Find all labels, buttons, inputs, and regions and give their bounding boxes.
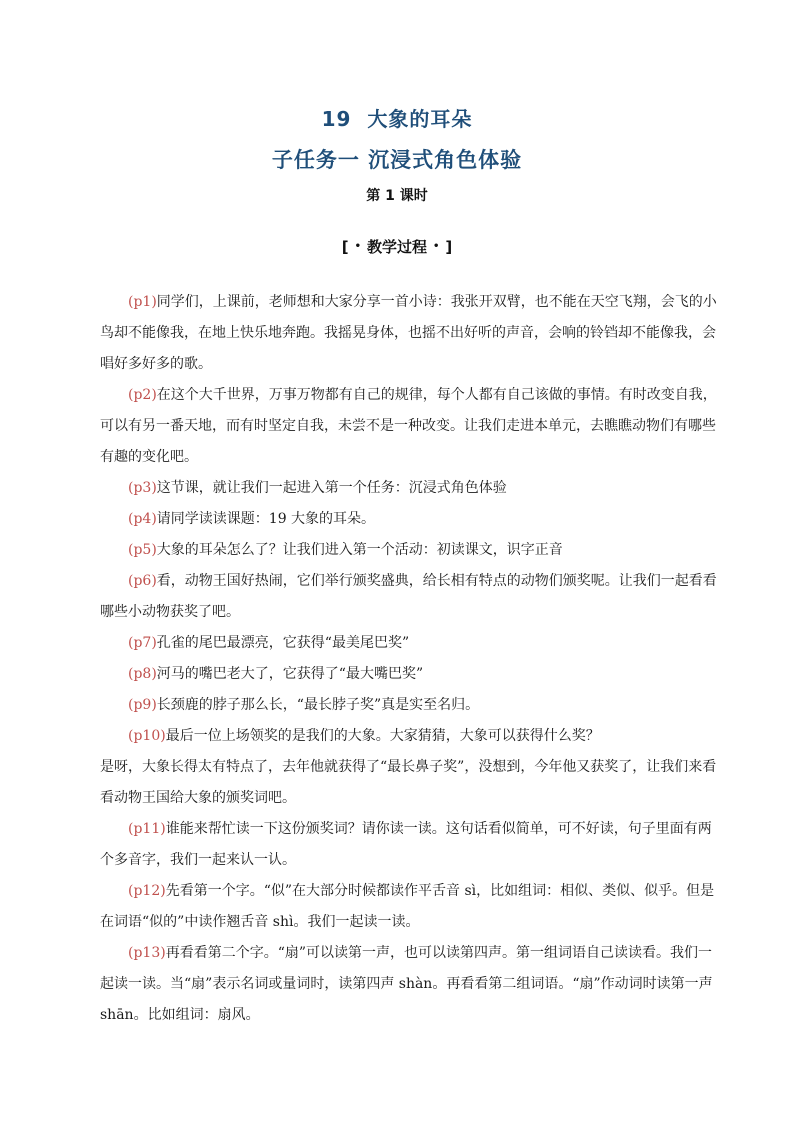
paragraph-p2 [100,380,722,473]
paragraph-tag: (p11) [128,821,166,837]
section-bracket-open: [ [341,238,349,256]
paragraph-tag: (p5) [128,542,157,558]
subtask-title: 子任务一 沉浸式角色体验 [271,148,523,172]
paragraph-text: 看，动物王国好热闹，它们举行颁奖盛典，给长相有特点的动物们颁奖呢。让我们一起看看哪些小动物获奖了吧。 [100,573,717,620]
paragraph-p5 [100,535,722,566]
paragraph-text: 长颈鹿的脖子那么长，“最长脖子奖”真是实至名归。 [156,697,480,713]
paragraph-p9 [100,690,722,721]
paragraph-p8 [100,659,722,690]
paragraph-text: 请同学读读课题：19 大象的耳朵。 [156,511,376,527]
paragraph-tag: (p8) [128,666,157,682]
paragraph-tag: (p3) [128,480,157,496]
paragraph-text: 最后一位上场领奖的是我们的大象。大家猜猜，大象可以获得什么奖？ [165,728,600,744]
paragraph-tag: (p6) [128,573,157,589]
section-bracket-close: ] [445,238,453,256]
paragraph-text: 河马的嘴巴老大了，它获得了“最大嘴巴奖” [156,666,424,682]
paragraph-text: 同学们，上课前，老师想和大家分享一首小诗：我张开双臂，也不能在天空飞翔，会飞的小鸟却不能像我，在地上快乐地奔跑。我摇晃身体，也摇不出好听的声音，会响的铃铛却不能像我，会唱好多好多的歌。 [100,294,717,372]
bullet-icon: • [433,241,440,252]
paragraph-text: 再看看第二个字。“扇”可以读第一声，也可以读第四声。第一组词语自己读读看。我们一起读一读。当“扇”表示名词或量词时，读第四声 shàn。再看看第二组词语。“扇”作动词时读第一声 shān。比如组词：扇风。 [100,945,713,1023]
paragraph-tag: (p10) [128,728,166,744]
paragraph-p13 [100,938,722,1031]
lesson-title-text: 大象的耳朵 [367,107,473,131]
paragraph-tag: (p7) [128,635,157,651]
paragraph-tag: (p2) [128,387,157,403]
bullet-icon: • [354,241,361,252]
paragraph-text: 在这个大千世界，万事万物都有自己的规律，每个人都有自己该做的事情。有时改变自我，可以有另一番天地，而有时坚定自我，未尝不是一种改变。让我们走进本单元，去瞧瞧动物们有哪些有趣的变化吧。 [100,387,717,465]
paragraph-tag: (p1) [128,294,157,310]
paragraph-tag: (p4) [128,511,157,527]
section-heading [0,236,794,257]
section-label: 教学过程 [366,238,427,256]
paragraph-p1 [100,287,722,380]
paragraph-text: 大象的耳朵怎么了？让我们进入第一个活动：初读课文，识字正音 [156,542,563,558]
paragraph-p7 [100,628,722,659]
paragraph-text: 这节课，就让我们一起进入第一个任务：沉浸式角色体验 [156,480,507,496]
paragraph-text: 是呀，大象长得太有特点了，去年他就获得了“最长鼻子奖”，没想到，今年他又获奖了，让我们来看看动物王国给大象的颁奖词吧。 [100,759,717,806]
lesson-title [0,103,794,132]
paragraph-p4 [100,504,722,535]
paragraph-p6 [100,566,722,628]
paragraph-tag: (p13) [128,945,166,961]
teaching-process-body [100,287,722,1031]
class-period: 第 1 课时 [366,188,428,204]
paragraph-tag: (p12) [128,883,166,899]
paragraph-p11 [100,814,722,876]
paragraph-tag: (p9) [128,697,157,713]
paragraph-p12 [100,876,722,938]
paragraph-p10 [100,721,722,752]
paragraph-untagged [100,752,722,814]
paragraph-p3 [100,473,722,504]
lesson-number: 19 [321,107,352,131]
paragraph-text: 孔雀的尾巴最漂亮，它获得“最美尾巴奖” [156,635,410,651]
paragraph-text: 谁能来帮忙读一下这份颁奖词？请你读一读。这句话看似简单，可不好读，句子里面有两个多音字，我们一起来认一认。 [100,821,712,868]
paragraph-text: 先看第一个字。“似”在大部分时候都读作平舌音 sì，比如组词：相似、类似、似乎。但是在词语“似的”中读作翘舌音 shì。我们一起读一读。 [100,883,715,930]
